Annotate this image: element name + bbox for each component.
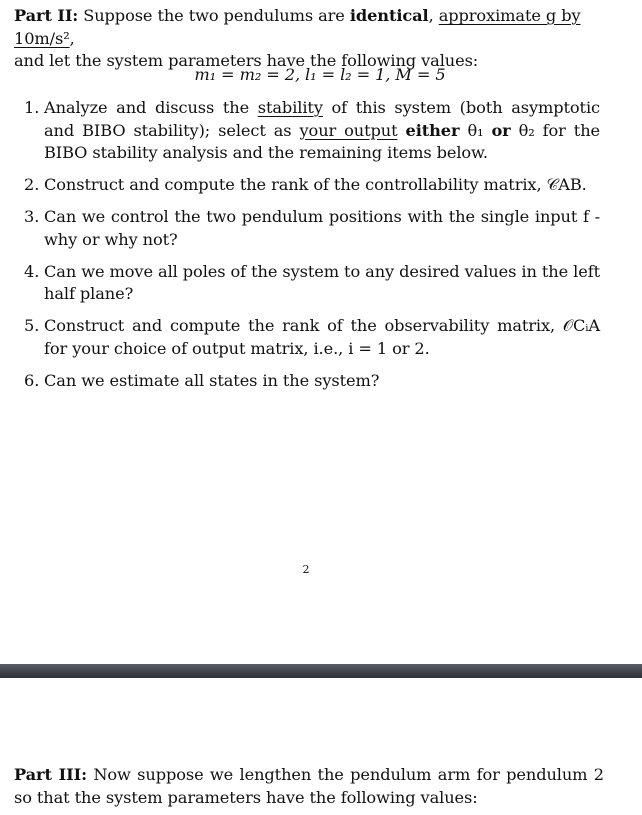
part3-text: Now suppose we lengthen the pendulum arm for pendulum 2 so that the system parameters have the following values: [14, 765, 604, 807]
or-emphasis: or [491, 120, 511, 140]
approximate-g-underlined: approximate g by 10m/s² [14, 6, 581, 48]
list-item [24, 370, 600, 393]
list-item [24, 97, 600, 165]
question-list [24, 97, 600, 402]
part3-intro [14, 764, 604, 809]
part2-intro-c: , [69, 28, 75, 48]
item-number: 4. [24, 261, 40, 281]
item-1-text-c [398, 121, 406, 140]
either-emphasis: either [405, 120, 460, 140]
list-item [24, 261, 600, 306]
list-item [24, 315, 600, 360]
item-1-text-d: θ₁ [459, 120, 492, 140]
part2-intro-b: , [428, 6, 439, 25]
system-parameters: m₁ = m₂ = 2, l₁ = l₂ = 1, M = 5 [194, 65, 446, 84]
item-6-text: Can we estimate all states in the system? [44, 370, 380, 390]
item-3-text: Can we control the two pendulum positions with the single input f - why or why not? [44, 207, 600, 249]
part3-heading: Part III: [14, 765, 87, 784]
part2-intro-line2: and let the system parameters have the following values: [14, 51, 479, 70]
item-2-text: Construct and compute the rank of the controllability matrix, 𝒞AB. [44, 175, 587, 194]
page-separator [0, 664, 642, 678]
item-4-text: Can we move all poles of the system to any desired values in the left half plane? [44, 261, 600, 303]
item-number: 5. [24, 316, 40, 335]
item-number: 2. [24, 175, 40, 194]
list-item [24, 206, 600, 251]
identical-emphasis: identical [349, 6, 429, 25]
item-number: 6. [24, 370, 40, 390]
item-1-text-b: of this system (both asymptotic and BIBO stability); select as [44, 98, 601, 140]
part2-heading: Part II: [14, 6, 79, 25]
item-number: 3. [24, 207, 40, 226]
part2-intro [14, 5, 626, 73]
your-output-underlined: your output [299, 120, 398, 140]
page-3 [0, 678, 642, 815]
item-1-text-a: Analyze and discuss the [44, 98, 258, 117]
stability-underlined: stability [257, 98, 323, 117]
item-number: 1. [24, 98, 40, 117]
item-1-text-e: θ₂ for the BIBO stability analysis and the remaining items below. [44, 120, 600, 162]
page-number: 2 [302, 563, 310, 576]
part2-intro-a: Suppose the two pendulums are [78, 6, 350, 25]
item-5-text: Construct and compute the rank of the observability matrix, 𝒪CᵢA for your choice of output matrix, i.e., i = 1 or 2. [44, 316, 600, 358]
list-item [24, 174, 600, 197]
